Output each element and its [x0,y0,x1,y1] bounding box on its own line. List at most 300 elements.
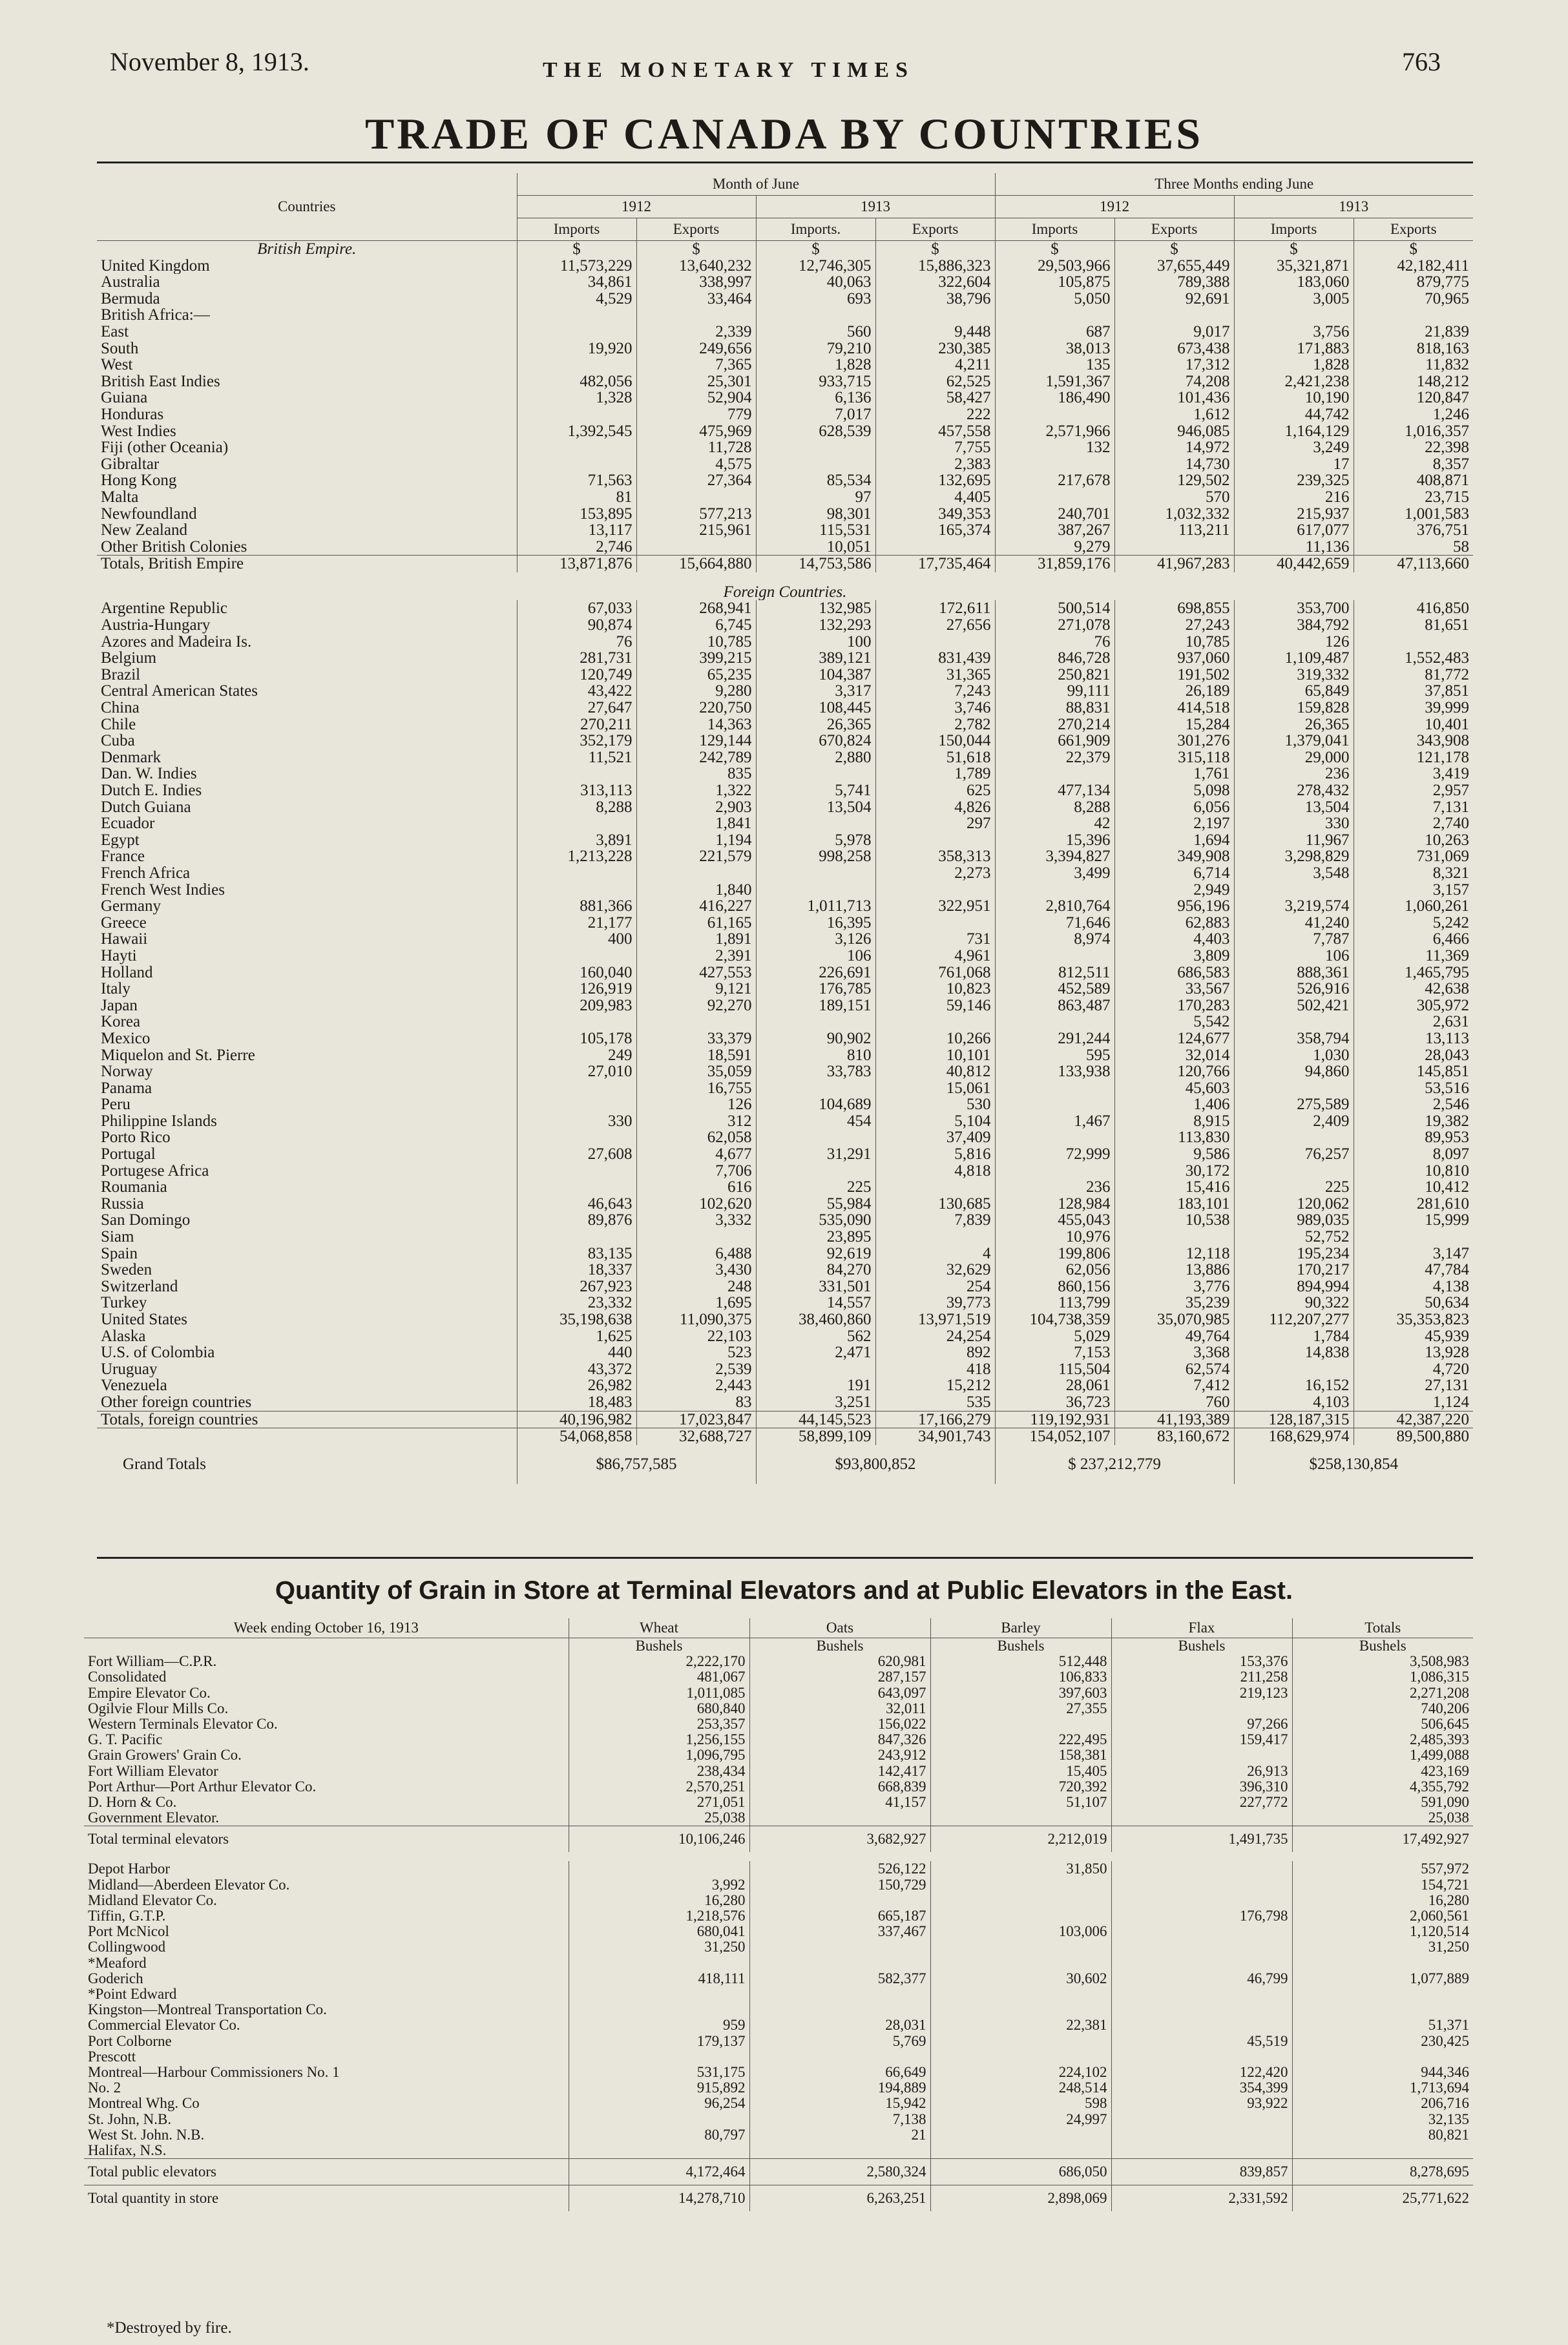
table-cell: 15,405 [930,1764,1111,1779]
row-label: Midland—Aberdeen Elevator Co. [88,1877,290,1893]
table-cell: 881,366 [517,898,636,915]
table-cell: 40,442,659 [1234,556,1354,572]
table-cell: 1,016,357 [1354,423,1473,440]
table-cell: 132,985 [756,600,875,617]
table-cell: 4,677 [636,1146,756,1163]
table-cell [1234,882,1354,899]
table-cell: 305,972 [1354,997,1473,1014]
table-cell: 998,258 [756,848,875,865]
table-cell: 1,164,129 [1234,423,1354,440]
table-row [97,456,1473,473]
unit-label: Bushels [569,1638,749,1654]
table-cell: 915,892 [569,2080,749,2096]
table-cell [995,882,1114,899]
table-cell: 33,464 [636,291,756,307]
table-cell [930,1810,1111,1826]
table-cell: 400 [517,931,636,948]
table-cell [517,1080,636,1097]
table-cell: 8,288 [517,799,636,816]
table-cell: 34,901,743 [875,1428,995,1445]
table-cell: 1,694 [1114,832,1234,849]
currency-symbol: $ [756,241,875,258]
table-row [97,274,1473,291]
row-label: Austria-Hungary [101,617,211,634]
table-cell: 76 [995,634,1114,651]
table-row [97,1229,1473,1245]
table-cell: 15,212 [875,1377,995,1394]
table-cell: 224,102 [930,2065,1111,2080]
table-row [97,1394,1473,1411]
table-row [97,634,1473,651]
table-row [84,1955,1473,1971]
table-cell: 30,602 [930,1971,1111,1986]
table-cell: 243,912 [749,1747,930,1763]
table-cell: 90,902 [756,1030,875,1047]
table-cell [1111,1861,1292,1877]
table-cell: 2,271,208 [1292,1685,1473,1701]
row-label: Denmark [101,749,162,766]
table-cell: 418,111 [569,1971,749,1986]
table-row [97,700,1473,716]
table-cell: 38,013 [995,340,1114,357]
table-cell: 358,794 [1234,1030,1354,1047]
table-cell: 14,730 [1114,456,1234,473]
table-cell: 338,997 [636,274,756,291]
table-cell: 32,135 [1292,2112,1473,2127]
table-cell: 1,077,889 [1292,1971,1473,1986]
table-cell: 4,961 [875,948,995,964]
table-cell: 2,570,251 [569,1779,749,1795]
table-cell [1111,1924,1292,1939]
table-cell: 577,213 [636,506,756,523]
table-cell: 1,194 [636,832,756,849]
table-cell: 236 [995,1179,1114,1196]
table-cell [569,2143,749,2159]
table-cell: 3,317 [756,683,875,700]
table-cell: 51,618 [875,749,995,766]
table-cell: 937,060 [1114,650,1234,667]
table-row [97,915,1473,932]
table-cell: 46,799 [1111,1971,1292,1986]
table-cell: 26,189 [1114,683,1234,700]
imports-header: Imports [517,218,636,241]
row-label: Fort William Elevator [88,1763,218,1779]
table-cell: 789,388 [1114,274,1234,291]
table-cell [517,307,636,324]
table-cell: 354,399 [1111,2080,1292,2096]
imports-header: Imports. [756,218,875,241]
table-cell: 11,967 [1234,832,1354,849]
table-cell [756,1080,875,1097]
table-cell: 2,746 [517,539,636,556]
table-cell: 126 [1234,634,1354,651]
table-cell [1234,307,1354,324]
total-row [97,1411,1473,1428]
table-row [97,617,1473,634]
table-cell: 2,571,966 [995,423,1114,440]
table-cell [1234,1163,1354,1180]
table-cell: 150,729 [749,1877,930,1893]
table-cell: 14,557 [756,1295,875,1311]
table-cell: 291,244 [995,1030,1114,1047]
table-cell [1234,1361,1354,1378]
table-cell: 3,368 [1114,1344,1234,1361]
table-cell: 16,755 [636,1080,756,1097]
row-label: *Point Edward [88,1986,177,2003]
grand-total-cell: $ 237,212,779 [995,1445,1234,1484]
table-cell [995,1096,1114,1113]
table-row [97,815,1473,832]
table-cell [569,1955,749,1971]
table-cell: 23,332 [517,1295,636,1311]
table-row [97,373,1473,390]
table-row [97,1245,1473,1262]
table-cell: 349,353 [875,506,995,523]
row-label: *Meaford [88,1955,147,1971]
table-cell: 26,365 [1234,716,1354,733]
row-label: Chile [101,716,136,733]
table-cell: 591,090 [1292,1795,1473,1810]
table-cell: 26,913 [1111,1764,1292,1779]
table-cell: 3,394,827 [995,848,1114,865]
table-cell [756,1163,875,1180]
table-row [97,439,1473,456]
currency-symbol: $ [1234,241,1354,258]
table-cell: 158,381 [930,1747,1111,1763]
table-cell: 65,849 [1234,683,1354,700]
table-cell: 31,850 [930,1861,1111,1877]
table-cell: 76,257 [1234,1146,1354,1163]
table-cell [749,1893,930,1908]
table-cell [995,1129,1114,1146]
table-cell: 248,514 [930,2080,1111,2096]
grand-total-row [84,2185,1473,2212]
table-cell: 58 [1354,539,1473,556]
table-cell: 14,363 [636,716,756,733]
grand-total-row [97,1445,1473,1484]
table-row [97,506,1473,523]
table-cell: 8,321 [1354,865,1473,882]
row-label: Turkey [101,1295,147,1311]
table-cell: 85,534 [756,472,875,489]
table-row [97,799,1473,816]
table-cell: 810 [756,1047,875,1064]
table-cell [1292,2049,1473,2065]
table-cell: 25,038 [569,1810,749,1826]
row-label: Central American States [101,683,258,700]
table-cell: 892 [875,1344,995,1361]
table-cell: 1,213,228 [517,848,636,865]
table-cell: 506,645 [1292,1716,1473,1732]
table-cell: 23,895 [756,1229,875,1245]
table-cell: 8,974 [995,931,1114,948]
table-cell: 570 [1114,489,1234,506]
row-label: Western Terminals Elevator Co. [88,1716,278,1733]
table-cell: 148,212 [1354,373,1473,390]
currency-symbol: $ [1354,241,1473,258]
table-cell [517,324,636,340]
table-row [84,1986,1473,2002]
row-label: Dutch E. Indies [101,782,202,799]
table-cell: 159,417 [1111,1732,1292,1747]
table-cell [756,815,875,832]
spacer-row [84,1852,1473,1861]
table-cell [875,634,995,651]
table-cell: 27,656 [875,617,995,634]
table-cell: 221,579 [636,848,756,865]
table-cell: 81 [517,489,636,506]
table-cell: 45,603 [1114,1080,1234,1097]
table-row [97,1129,1473,1146]
table-cell: 8,357 [1354,456,1473,473]
table-cell: 297 [875,815,995,832]
table-cell: 331,501 [756,1278,875,1295]
table-cell [517,865,636,882]
table-cell: 126,919 [517,981,636,997]
table-cell: 160,040 [517,964,636,981]
header-page-number: 763 [1402,47,1441,76]
table-cell: 6,263,251 [749,2185,930,2212]
table-cell: 10,190 [1234,390,1354,406]
table-cell: 414,518 [1114,700,1234,716]
table-cell: 50,634 [1354,1295,1473,1311]
table-cell: 512,448 [930,1654,1111,1669]
table-cell: 1,491,735 [1111,1826,1292,1853]
table-cell: 49,764 [1114,1328,1234,1345]
table-cell: 19,382 [1354,1113,1473,1130]
table-cell: 115,504 [995,1361,1114,1378]
table-cell: 18,337 [517,1262,636,1278]
table-cell: 142,417 [749,1764,930,1779]
row-label: Guiana [101,390,148,406]
table-cell [1292,1986,1473,2002]
table-cell: 557,972 [1292,1861,1473,1877]
grain-col-header: Oats [749,1618,930,1638]
imports-header: Imports [1234,218,1354,241]
table-cell [756,766,875,782]
table-cell: 209,983 [517,997,636,1014]
table-cell [756,307,875,324]
table-cell [1111,1955,1292,1971]
table-cell: 46,643 [517,1196,636,1213]
table-cell: 189,151 [756,997,875,1014]
table-cell: 15,284 [1114,716,1234,733]
table-cell: 31,250 [569,1939,749,1955]
table-cell: 4,720 [1354,1361,1473,1378]
table-cell: 40,063 [756,274,875,291]
row-label: Newfoundland [101,505,197,523]
table-cell: 2,740 [1354,815,1473,832]
table-cell: 11,832 [1354,357,1473,373]
table-cell: 628,539 [756,423,875,440]
table-cell: 211,258 [1111,1669,1292,1685]
table-cell: 397,603 [930,1685,1111,1701]
table-row [97,390,1473,406]
table-cell: 301,276 [1114,733,1234,749]
row-label: United States [101,1311,188,1328]
table-cell: 159,828 [1234,700,1354,716]
table-cell: 103,006 [930,1924,1111,1939]
table-row [97,733,1473,749]
table-cell: 3,419 [1354,766,1473,782]
table-cell: 13,504 [1234,799,1354,816]
grain-col-header: Flax [1111,1618,1292,1638]
table-cell [1111,1747,1292,1763]
table-cell: 358,313 [875,848,995,865]
unit-row [84,1638,1473,1654]
row-label: Montreal Whg. Co [88,2096,200,2112]
table-cell [875,1014,995,1030]
row-label: Hayti [101,947,137,964]
table-cell: 16,280 [1292,1893,1473,1908]
table-cell: 731 [875,931,995,948]
table-cell [875,1179,995,1196]
table-cell: 34,861 [517,274,636,291]
table-cell: 680,840 [569,1701,749,1716]
table-cell: 37,655,449 [1114,258,1234,275]
table-cell: 156,022 [749,1716,930,1732]
table-cell: 7,153 [995,1344,1114,1361]
three-months-header: Three Months ending June [995,173,1473,196]
year-header: 1913 [756,196,995,218]
table-cell: 3,005 [1234,291,1354,307]
table-cell: 17,492,927 [1292,1826,1473,1853]
table-cell: 120,749 [517,667,636,683]
table-cell: 29,000 [1234,749,1354,766]
row-label: Porto Rico [101,1129,171,1147]
table-cell: 41,967,283 [1114,556,1234,572]
table-cell: 215,937 [1234,506,1354,523]
table-cell [749,1986,930,2002]
table-cell [517,948,636,964]
table-cell: 113,830 [1114,1129,1234,1146]
table-cell [517,1014,636,1030]
table-cell [636,1229,756,1245]
table-cell: 132 [995,439,1114,456]
table-cell: 8,278,695 [1292,2159,1473,2185]
table-cell: 32,629 [875,1262,995,1278]
table-cell: 23,715 [1354,489,1473,506]
table-cell: 39,999 [1354,700,1473,716]
table-cell: 17 [1234,456,1354,473]
spacer-row-text [84,1852,1473,1861]
row-label: Halifax, N.S. [88,2143,167,2159]
table-cell [517,766,636,782]
row-label: No. 2 [88,2080,121,2096]
table-cell: 352,179 [517,733,636,749]
row-label: Honduras [101,406,164,423]
total-row [84,1826,1473,1853]
table-cell: 1,552,483 [1354,650,1473,667]
table-cell: 195,234 [1234,1245,1354,1262]
table-cell: 9,586 [1114,1146,1234,1163]
table-row [97,423,1473,440]
row-label: Russia [101,1195,144,1213]
table-cell: 28,031 [749,2017,930,2033]
table-cell: 62,058 [636,1129,756,1146]
table-cell: 33,379 [636,1030,756,1047]
british-heading: British Empire. [257,240,357,258]
foreign-heading [97,584,1473,601]
table-cell: 812,511 [995,964,1114,981]
table-cell: 5,104 [875,1113,995,1130]
table-cell: 3,157 [1354,882,1473,899]
table-cell: 693 [756,291,875,307]
grain-col-header: Wheat [569,1618,749,1638]
row-label: Norway [101,1063,153,1080]
row-label: Government Elevator. [88,1810,220,1826]
table-cell: 132,293 [756,617,875,634]
table-cell: 9,280 [636,683,756,700]
table-cell: 2,409 [1234,1113,1354,1130]
table-cell: 124,677 [1114,1030,1234,1047]
table-cell: 43,422 [517,683,636,700]
table-cell: 1,060,261 [1354,898,1473,915]
row-label: South [101,340,139,357]
table-cell: 526,122 [749,1861,930,1877]
row-label: East [101,323,129,340]
table-cell: 79,210 [756,340,875,357]
table-cell: 523 [636,1344,756,1361]
table-cell: 1,086,315 [1292,1669,1473,1685]
table-cell [749,1810,930,1826]
table-cell: 10,785 [636,634,756,651]
table-cell: 4,355,792 [1292,1779,1473,1795]
grain-col-header: Totals [1292,1618,1473,1638]
table-cell: 687 [995,324,1114,340]
table-cell: 894,994 [1234,1278,1354,1295]
row-label: Totals, foreign countries [97,1411,517,1428]
table-cell: 106,833 [930,1669,1111,1685]
table-cell: 44,145,523 [756,1411,875,1428]
table-cell: 104,387 [756,667,875,683]
table-cell: 105,875 [995,274,1114,291]
table-cell: 1,322 [636,782,756,799]
table-cell [517,1229,636,1245]
table-cell: 83,160,672 [1114,1428,1234,1445]
table-cell: 27,364 [636,472,756,489]
table-cell: 37,409 [875,1129,995,1146]
table-cell: 1,761 [1114,766,1234,782]
table-cell: 7,131 [1354,799,1473,816]
table-cell: 2,580,324 [749,2159,930,2185]
table-cell: 26,365 [756,716,875,733]
table-cell: 10,266 [875,1030,995,1047]
table-cell: 1,828 [1234,357,1354,373]
table-cell: 9,279 [995,539,1114,556]
row-label: Montreal—Harbour Commissioners No. 1 [88,2065,340,2081]
table-cell: 22,398 [1354,439,1473,456]
table-cell [1111,2017,1292,2033]
table-cell: 99,111 [995,683,1114,700]
table-cell: 191,502 [1114,667,1234,683]
table-cell: 427,553 [636,964,756,981]
table-cell: 5,978 [756,832,875,849]
table-cell: 219,123 [1111,1685,1292,1701]
table-cell: 416,850 [1354,600,1473,617]
table-cell: 10,823 [875,981,995,997]
table-cell [930,1893,1111,1908]
table-cell: 376,751 [1354,522,1473,539]
row-label: French West Indies [101,881,225,899]
table-cell: 3,756 [1234,324,1354,340]
table-cell: 106 [756,948,875,964]
table-cell: 560 [756,324,875,340]
table-cell: 2,391 [636,948,756,964]
table-cell: 62,056 [995,1262,1114,1278]
table-cell: 59,146 [875,997,995,1014]
table-cell: 5,769 [749,2034,930,2049]
